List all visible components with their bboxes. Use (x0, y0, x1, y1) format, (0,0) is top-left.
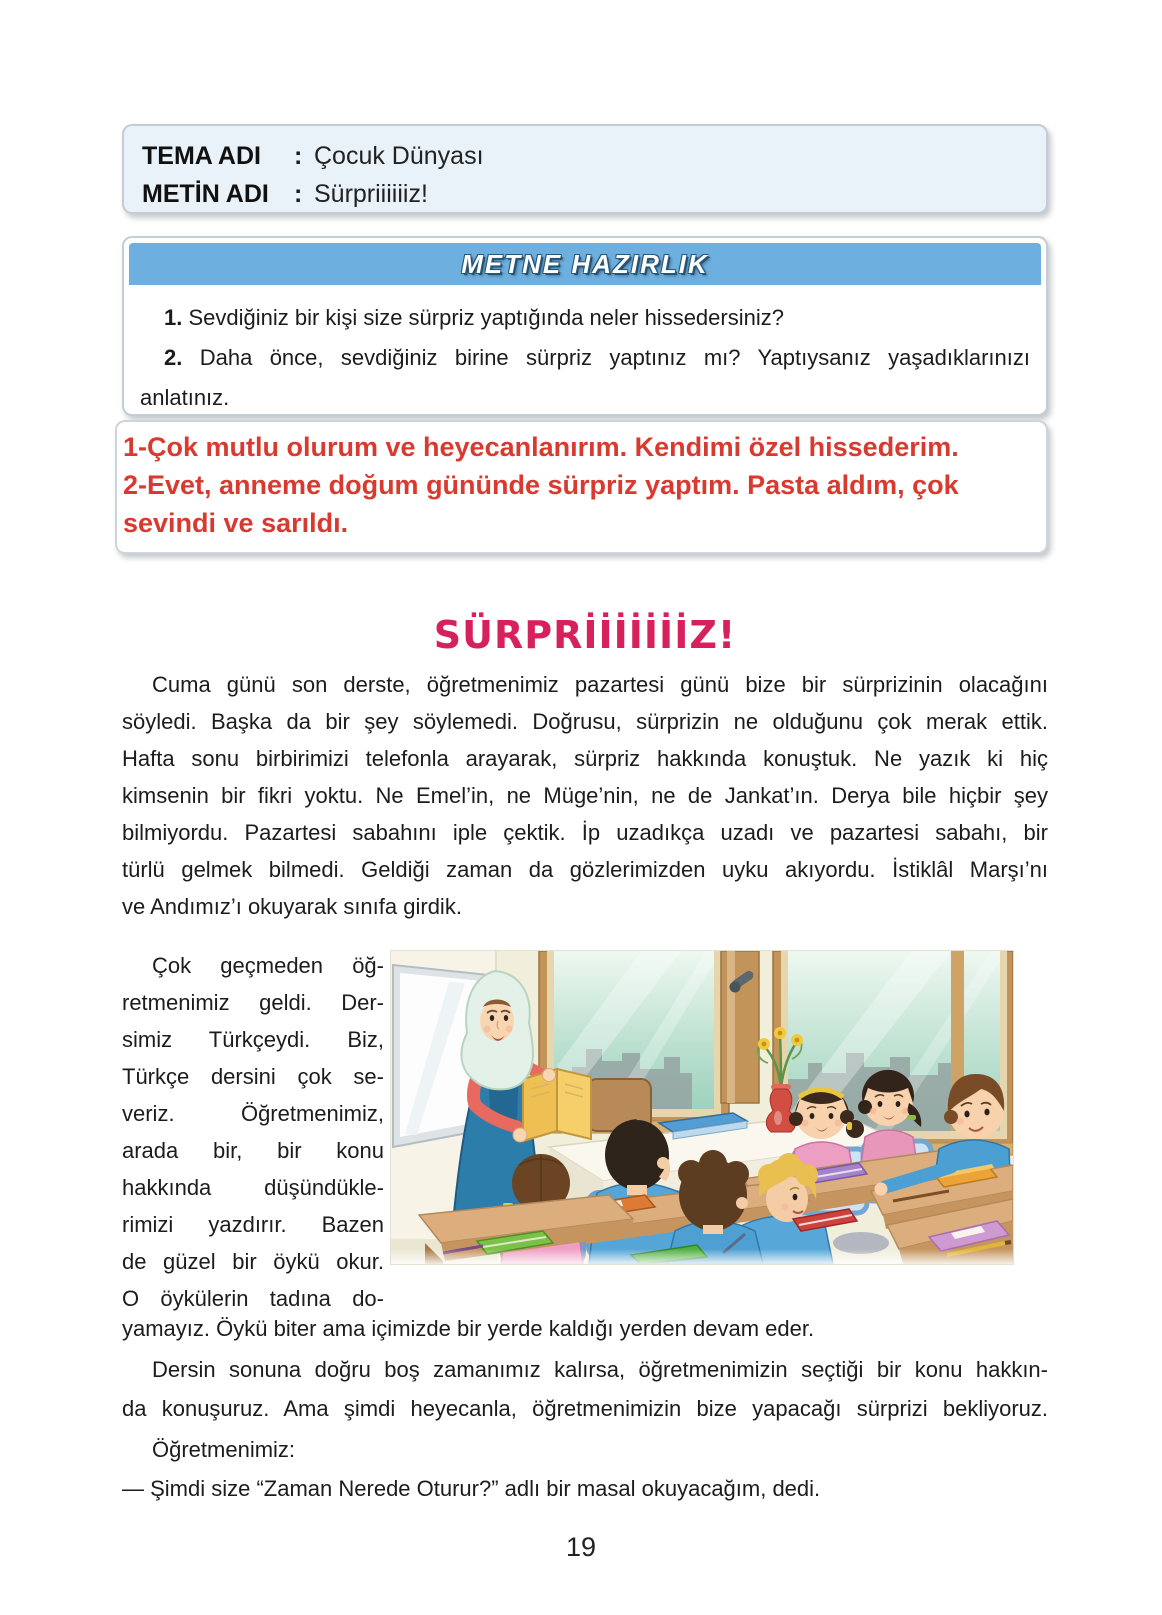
student-answers-box (115, 420, 1048, 554)
story-title: SÜRPRİİİİİİİZ! (433, 613, 737, 657)
question-1-number: 1. (164, 305, 183, 330)
metne-hazirlik-header: METNE HAZIRLIK (129, 243, 1041, 285)
answer-line: sevindi ve sarıldı. (123, 508, 349, 538)
story-line: arada bir, bir konu (122, 1138, 384, 1163)
story-line: O öykülerin tadına do- (122, 1286, 384, 1311)
metin-value: Sürpriiiiiiz! (314, 180, 428, 208)
question-2-line-1 (140, 338, 1030, 378)
classroom-illustration (390, 950, 1014, 1265)
metin-label: METİN ADI (142, 180, 269, 208)
metin-colon: : (294, 180, 303, 208)
answer-line: 1-Çok mutlu olurum ve heyecanlanırım. Kendimi özel hissederim. (123, 432, 959, 462)
story-line: veriz. Öğretmenimiz, (122, 1101, 384, 1126)
tema-label: TEMA ADI (142, 142, 261, 170)
theme-info-box (122, 124, 1048, 214)
story-line: Hafta sonu birbirimizi telefonla arayarak, sürpriz hakkında konuştuk. Ne yazık ki hiç (122, 746, 1048, 771)
story-line: da konuşuruz. Ama şimdi heyecanla, öğretmenimizin bize yapacağı sürprizi bekliyoruz. (122, 1396, 1048, 1421)
story-line: de güzel bir öykü okur. (122, 1249, 384, 1274)
tema-colon: : (294, 142, 303, 170)
story-line: simiz Türkçeydi. Biz, (122, 1027, 384, 1052)
story-paragraph-3: Öğretmenimiz: (152, 1437, 296, 1462)
teacher-book (523, 1069, 591, 1141)
story-line: kimsenin bir fikri yoktu. Ne Emel’in, ne Müge’nin, ne de Jankat’ın. Derya bile hiçbir şey (122, 783, 1048, 808)
story-line: Dersin sonuna doğru boş zamanımız kalırsa, öğretmenimizin seçtiği bir konu hakkın- (152, 1357, 1048, 1382)
question-2-text: Daha önce, sevdiğiniz birine sürpriz yaptınız mı? Yaptıysanız yaşadıklarınızı (199, 345, 1030, 370)
story-line: yamayız. Öykü biter ama içimizde bir yerde kaldığı yerden devam eder. (122, 1316, 815, 1341)
story-line: Türkçe dersini çok se- (122, 1064, 384, 1089)
story-line: retmenimiz geldi. Der- (122, 990, 384, 1015)
story-dialogue-line: — Şimdi size “Zaman Nerede Oturur?” adlı bir masal okuyacağım, dedi. (122, 1476, 821, 1501)
story-paragraph-1 (122, 666, 1048, 925)
story-line: hakkında düşündükle- (122, 1175, 384, 1200)
question-2-line-2: anlatınız. (140, 385, 230, 410)
question-1-text: Sevdiğiniz bir kişi size sürpriz yaptığında neler hissedersiniz? (188, 305, 784, 330)
metin-row (142, 175, 1046, 213)
story-line: bilmiyordu. Pazartesi sabahını iple çektik. İp uzadıkça uzadı ve pazartesi sabahı, bir (122, 820, 1048, 845)
story-line: rimizi yazdırır. Bazen (122, 1212, 384, 1237)
question-1 (140, 298, 1030, 338)
page-number: 19 (565, 1532, 597, 1562)
story-line: söyledi. Başka da bir şey söylemedi. Doğrusu, sürprizin ne olduğunu çok merak ettik. (122, 709, 1048, 734)
metne-hazirlik-box (122, 236, 1048, 416)
answer-line: 2-Evet, anneme doğum gününde sürpriz yaptım. Pasta aldım, çok (123, 470, 959, 500)
prep-questions (124, 290, 1046, 418)
story-line: türlü gelmek bilmedi. Geldiği zaman da gözlerimizden uyku akıyordu. İstiklâl Marşı’nı (122, 857, 1048, 882)
story-line: ve Andımız’ı okuyarak sınıfa girdik. (122, 894, 462, 919)
window-handle (721, 951, 759, 1103)
story-paragraph-2 (122, 1350, 1048, 1428)
story-line: Çok geçmeden öğ- (152, 953, 384, 978)
tema-value: Çocuk Dünyası (314, 142, 484, 170)
story-left-column (122, 947, 384, 1317)
tema-row (142, 137, 1046, 175)
question-2-number: 2. (164, 345, 183, 370)
story-line: Cuma günü son derste, öğretmenimiz pazartesi günü bize bir sürprizinin olacağını (152, 672, 1048, 697)
